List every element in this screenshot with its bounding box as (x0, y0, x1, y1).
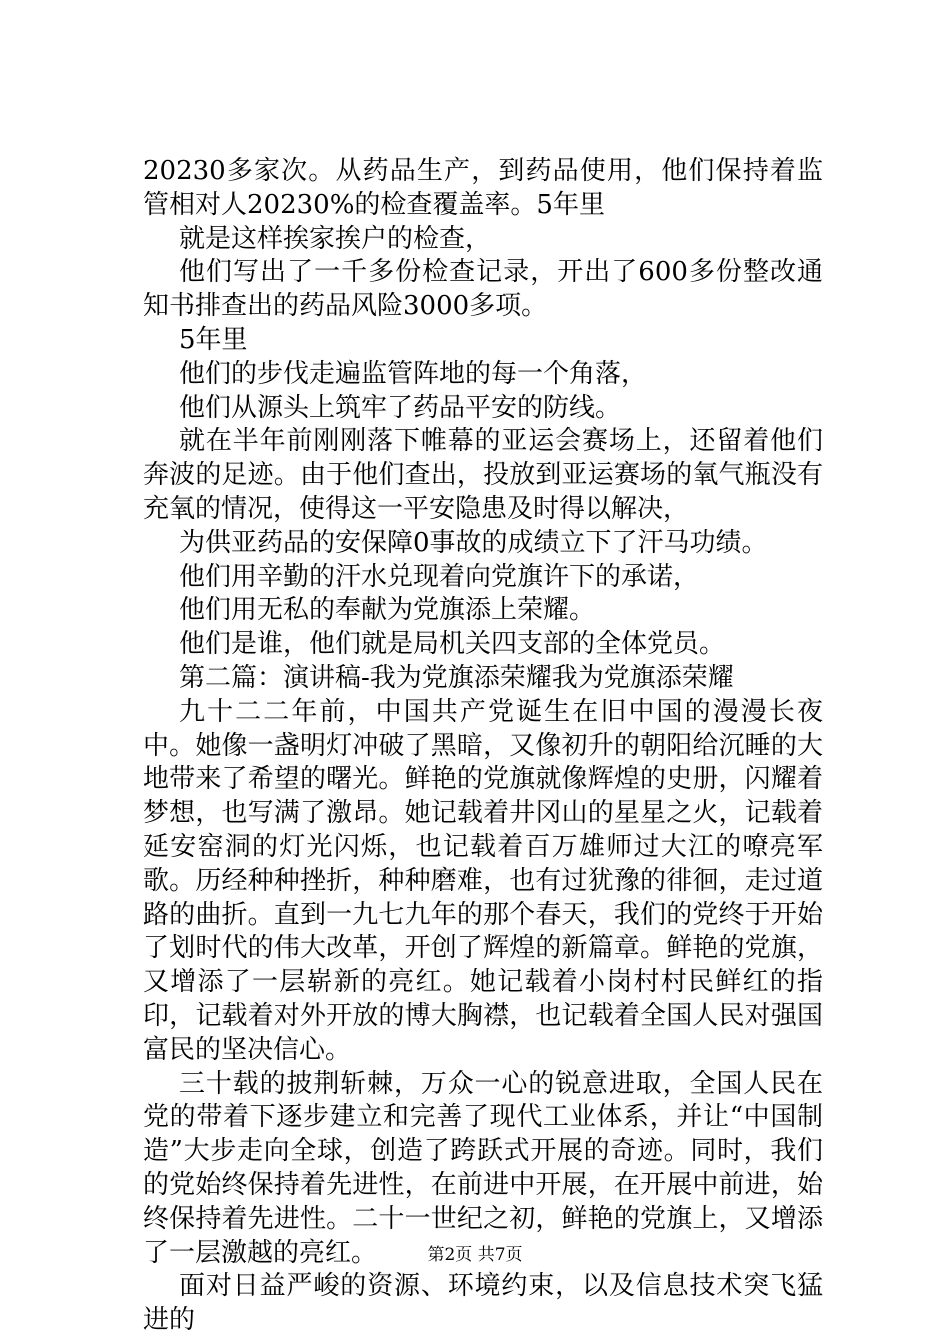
document-body (143, 155, 823, 1338)
paragraph: 他们用无私的奉献为党旗添上荣耀。 (179, 595, 596, 626)
paragraph: 5年里 (179, 324, 248, 355)
page-footer (0, 1240, 950, 1265)
paragraph: 20230多家次。从药品生产，到药品使用，他们保持着监管相对人20230%的检查覆盖率。5年里 (143, 156, 823, 220)
paragraph: 他们用辛勤的汗水兑现着向党旗许下的承诺， (179, 561, 700, 592)
paragraph: 三十载的披荆斩棘，万众一心的锐意进取，全国人民在党的带着下逐步建立和完善了现代工业体系，并让“中国制造”大步走向全球，创造了跨跃式开展的奇迹。同时，我们的党始终保持着先进性，在前进中开展，在开展中前进，始终保持着先进性。二十一世纪之初，鲜艳的党旗上，又增添了一层激越的亮红。 (143, 1068, 823, 1268)
paragraph: 就在半年前刚刚落下帷幕的亚运会赛场上，还留着他们奔波的足迹。由于他们查出，投放到亚运赛场的氧气瓶没有充氧的情况，使得这一平安隐患及时得以解决， (143, 426, 823, 524)
page-number: 第2页 共7页 (427, 1245, 523, 1265)
paragraph: 他们写出了一千多份检查记录，开出了600多份整改通知书排查出的药品风险3000多项。 (143, 257, 823, 322)
paragraph: 为供亚药品的安保障0事故的成绩立下了汗马功绩。 (179, 527, 768, 558)
paragraph: 九十二二年前，中国共产党诞生在旧中国的漫漫长夜中。她像一盏明灯冲破了黑暗，又像初升的朝阳给沉睡的大地带来了希望的曙光。鲜艳的党旗就像辉煌的史册，闪耀着梦想，也写满了激昂。她记载着井冈山的星星之火，记载着延安窑洞的灯光闪烁，也记载着百万雄师过大江的嘹亮军歌。历经种种挫折，种种磨难，也有过犹豫的徘徊，走过道路的曲折。直到一九七九年的那个春天，我们的党终于开始了划时代的伟大改革，开创了辉煌的新篇章。鲜艳的党旗，又增添了一层崭新的亮红。她记载着小岗村村民鲜红的指印，记载着对外开放的博大胸襟，也记载着全国人民对强国富民的坚决信心。 (143, 696, 823, 1065)
paragraph: 就是这样挨家挨户的检查， (179, 223, 492, 254)
paragraph: 他们从源头上筑牢了药品平安的防线。 (179, 392, 622, 423)
paragraph: 他们是谁，他们就是局机关四支部的全体党员。 (179, 629, 726, 660)
paragraph: 他们的步伐走遍监管阵地的每一个角落， (179, 358, 648, 389)
paragraph: 面对日益严峻的资源、环境约束，以及信息技术突飞猛进的 (143, 1271, 823, 1336)
section-heading: 第二篇：演讲稿-我为党旗添荣耀我为党旗添荣耀 (179, 662, 734, 693)
